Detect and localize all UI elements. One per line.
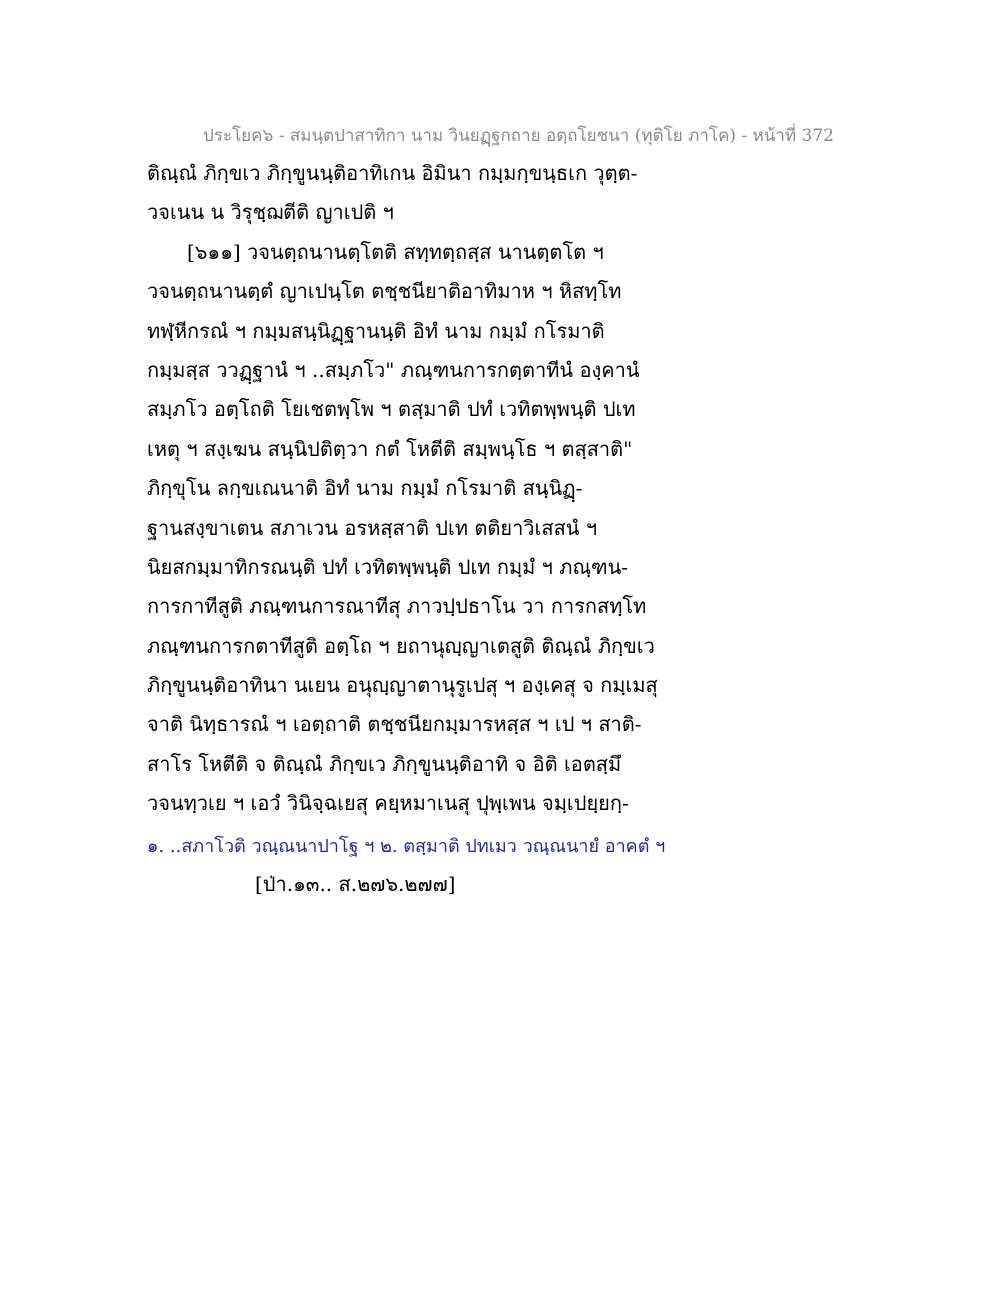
page-header: ประโยค๖ - สมนฺตปาสาทิกา นาม วินยฏฺฐกถาย อตฺถโยชนา (ทุติโย ภาโค) - หน้าที่ 372 bbox=[203, 126, 834, 146]
body-text bbox=[147, 156, 867, 826]
text-line: วจนตฺถนานตฺตํ ญาเปนฺโต ตชฺชนียาติอาทิมาห ฯ หิสทฺโท bbox=[147, 279, 622, 304]
text-line: นิยสกมฺมาทิกรณนฺติ ปทํ เวทิตพฺพนฺติ ปเท กมฺมํ ฯ ภณฺฑน- bbox=[147, 554, 629, 579]
text-line: วจเนน น วิรุชฺฌตีติ ญาเปติ ฯ bbox=[147, 200, 394, 225]
text-line: สมฺภโว อตฺโถติ โยเชตพฺโพ ฯ ตสฺมาติ ปทํ เวทิตพฺพนฺติ ปเท bbox=[147, 397, 636, 422]
text-line: สาโร โหตีติ จ ติณฺณํ ภิกฺขเว ภิกฺขูนนฺติอาทิ จ อิติ เอตสฺมึ bbox=[147, 751, 622, 776]
text-line: ติณฺณํ ภิกฺขเว ภิกฺขูนนฺติอาทิเกน อิมินา กมฺมกฺขนฺธเก วุตฺต- bbox=[147, 161, 638, 185]
text-line: กมฺมสฺส ววฏฺฐานํ ฯ ..สมฺภโว" ภณฺฑนการกตฺตาทีนํ องฺคานํ bbox=[147, 357, 640, 382]
text-line: ภิกฺขูนนฺติอาทินา นเยน อนุญฺญาตานุรูเปสุ ฯ องฺเคสุ จ กมฺเมสุ bbox=[147, 673, 658, 698]
page-reference: [ป่า.๑๓.. ส.๒๗๖.๒๗๗] bbox=[255, 872, 456, 896]
text-line: [๖๑๑] วจนตฺถนานตฺโตติ สทฺทตฺถสฺส นานตฺตโต ฯ bbox=[187, 239, 604, 264]
text-line: ทฬฺหีกรณํ ฯ กมฺมสนฺนิฏฺฐานนฺติ อิทํ นาม กมฺมํ กโรมาติ bbox=[147, 318, 605, 343]
text-line: เหตุ ฯ สงฺเฆน สนฺนิปติตฺวา กตํ โหตีติ สมฺพนฺโธ ฯ ตสฺสาติ" bbox=[147, 436, 633, 461]
text-line: การกาทีสูติ ภณฺฑนการณาทีสุ ภาวปฺปธาโน วา การกสทฺโท bbox=[147, 594, 647, 619]
text-line: ภิกฺขุโน ลกฺขเณนาติ อิทํ นาม กมฺมํ กโรมาติ สนฺนิฏฺ- bbox=[147, 476, 583, 501]
text-line: ฐานสงฺขาเตน สภาเวน อรหสฺสาติ ปเท ตติยาวิเสสนํ ฯ bbox=[147, 515, 598, 540]
text-line: จาติ นิทฺธารณํ ฯ เอตฺถาติ ตชฺชนียกมฺมารหสฺส ฯ เป ฯ สาติ- bbox=[147, 712, 642, 737]
text-line: วจนทฺวเย ฯ เอวํ วินิจฺฉเยสุ คยฺหมาเนสุ ปุพฺเพน จมฺเปยฺยกฺ- bbox=[147, 791, 629, 816]
text-line: ภณฺฑนการกตาทีสูติ อตฺโถ ฯ ยถานุญฺญาเตสูติ ติณฺณํ ภิกฺขเว bbox=[147, 633, 655, 658]
footnote: ๑. ..สภาโวติ วณฺณนาปาโฐ ฯ ๒. ตสฺมาติ ปทเมว วณฺณนายํ อาคตํ ฯ bbox=[147, 836, 666, 857]
